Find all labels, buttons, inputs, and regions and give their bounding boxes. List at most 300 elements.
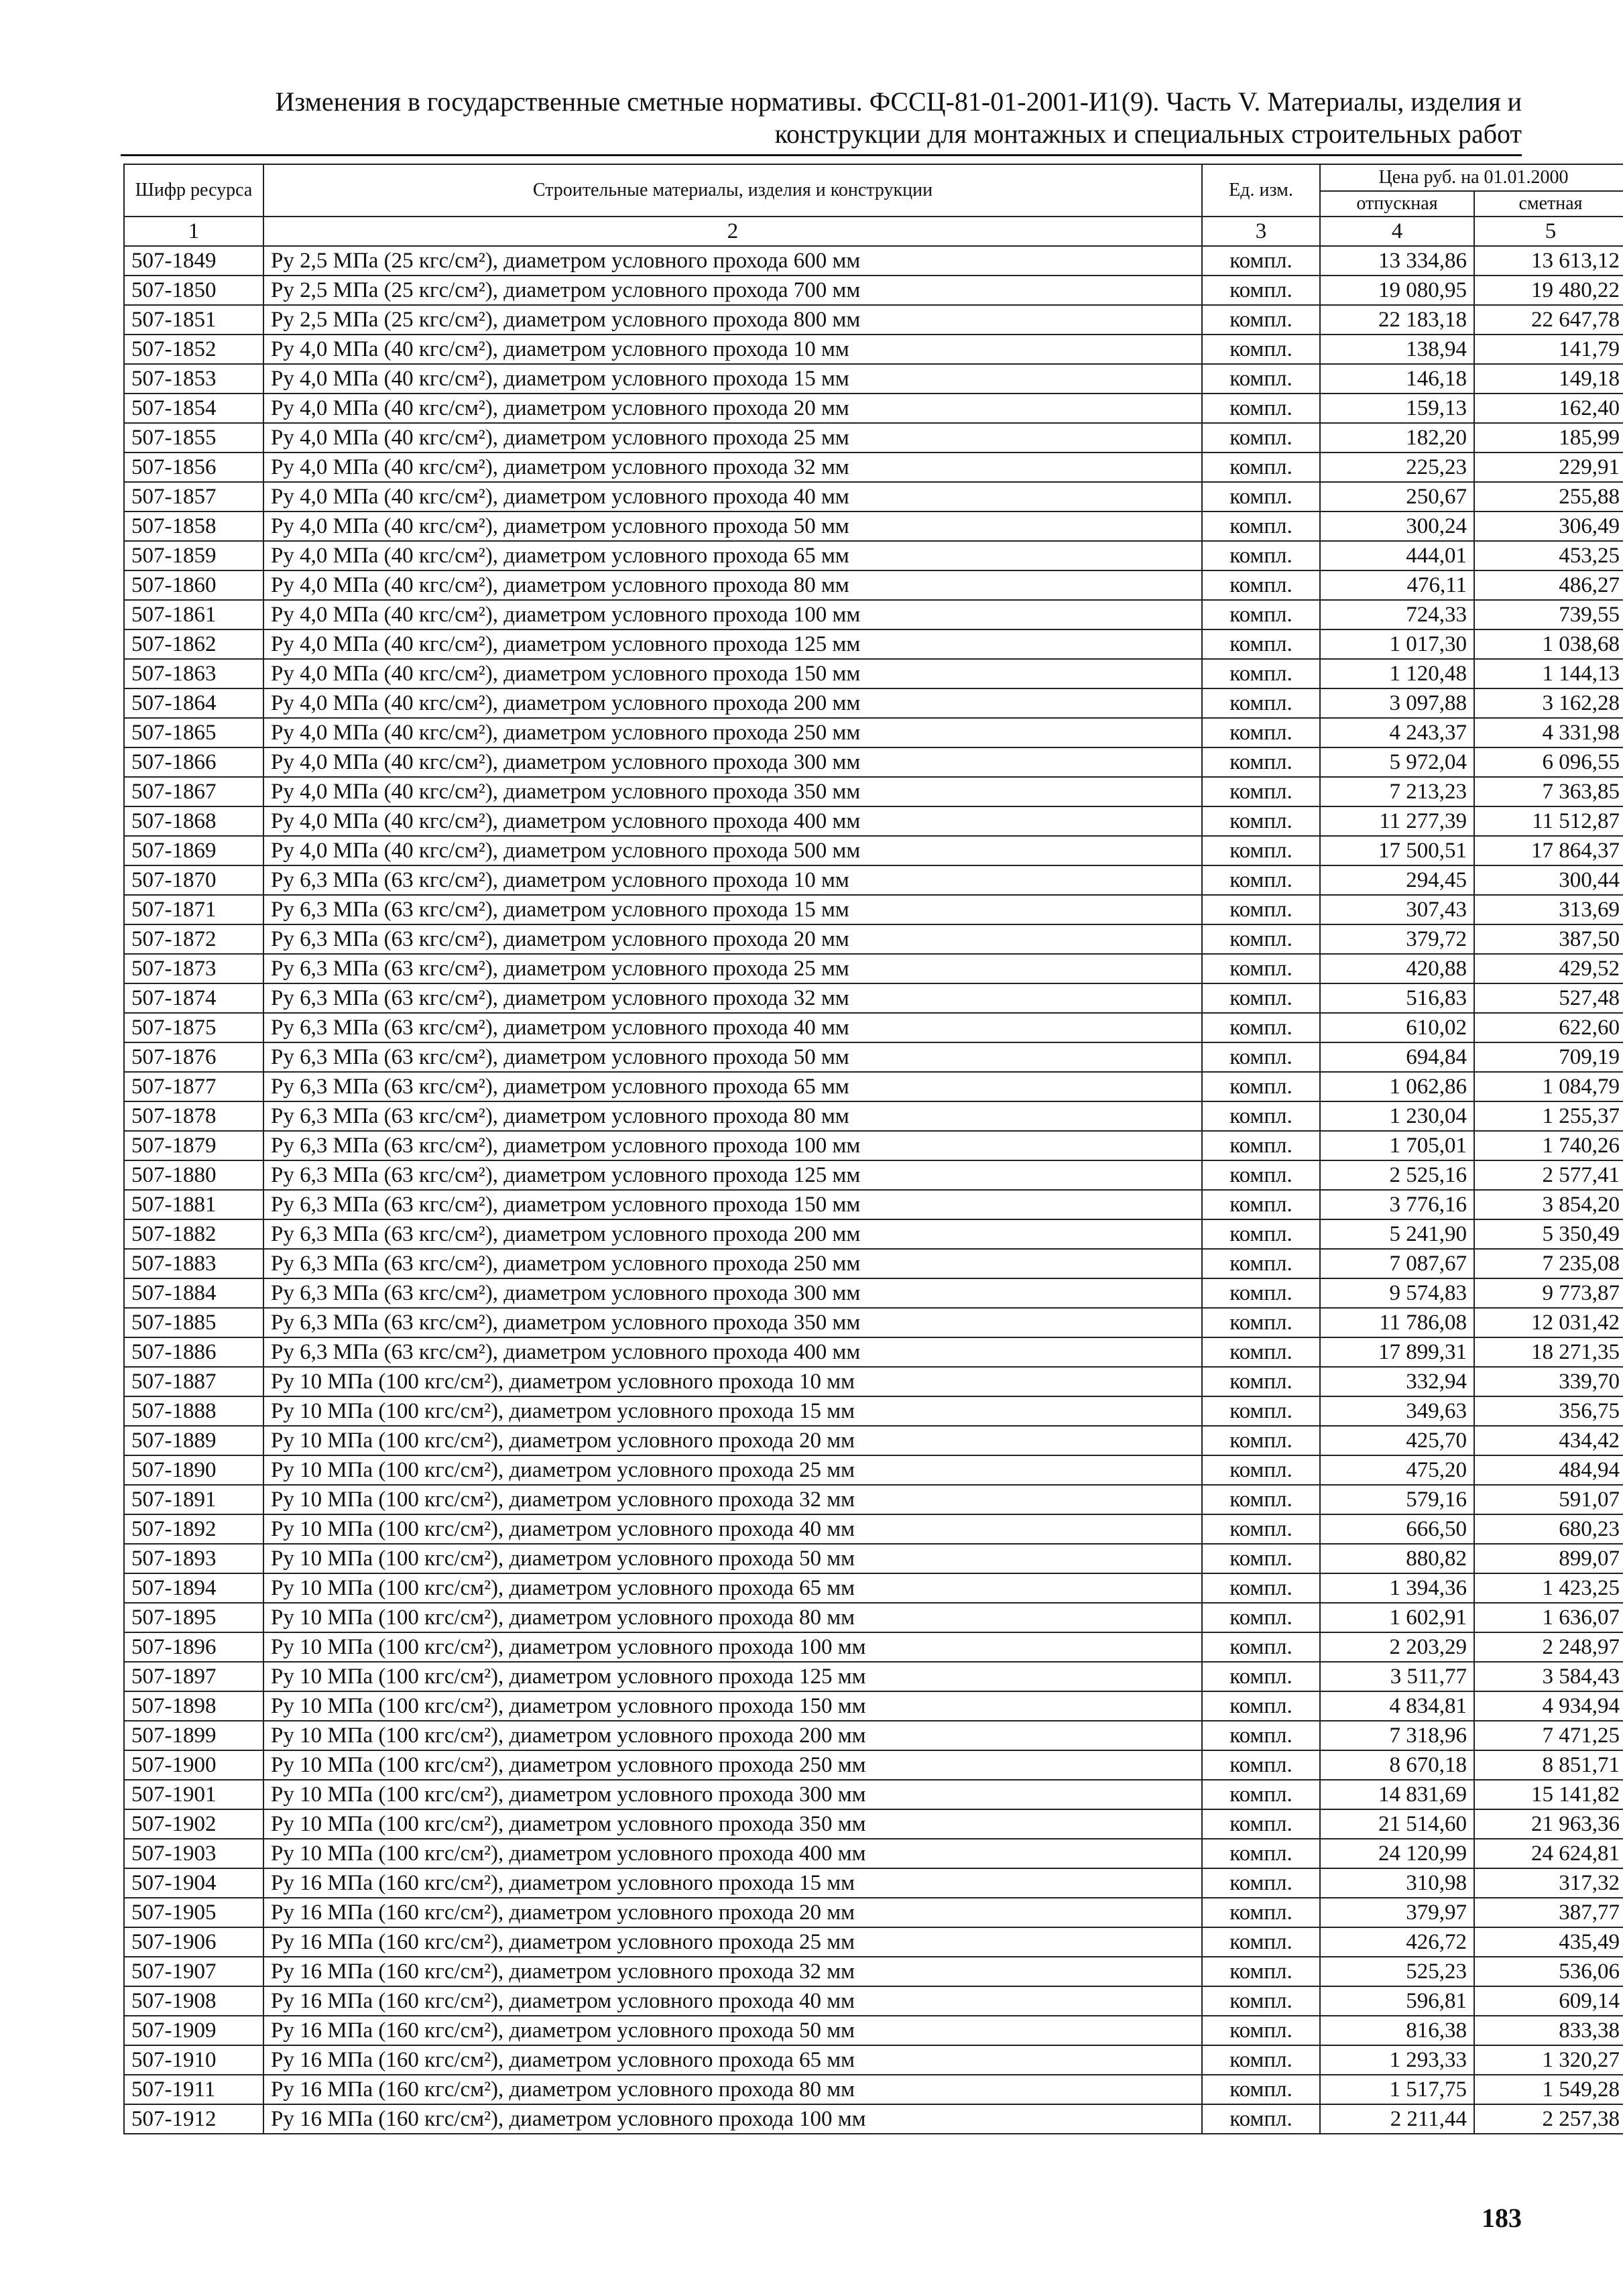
cell-name: Ру 10 МПа (100 кгс/см²), диаметром условного прохода 125 мм xyxy=(263,1662,1202,1691)
cell-unit: компл. xyxy=(1202,541,1320,570)
price-table xyxy=(123,164,1623,2134)
cell-release-price: 5 972,04 xyxy=(1320,747,1474,777)
cell-name: Ру 16 МПа (160 кгс/см²), диаметром условного прохода 100 мм xyxy=(263,2104,1202,2134)
table-row xyxy=(124,482,1623,511)
table-row xyxy=(124,1780,1623,1809)
cell-code: 507-1893 xyxy=(124,1544,263,1573)
cell-estimate-price: 2 248,97 xyxy=(1474,1632,1623,1662)
cell-estimate-price: 1 549,28 xyxy=(1474,2075,1623,2104)
cell-release-price: 666,50 xyxy=(1320,1514,1474,1544)
cell-unit: компл. xyxy=(1202,1957,1320,1986)
cell-name: Ру 10 МПа (100 кгс/см²), диаметром условного прохода 200 мм xyxy=(263,1721,1202,1750)
cell-release-price: 379,97 xyxy=(1320,1898,1474,1927)
cell-unit: компл. xyxy=(1202,423,1320,452)
cell-code: 507-1860 xyxy=(124,570,263,600)
table-row xyxy=(124,541,1623,570)
cell-code: 507-1894 xyxy=(124,1573,263,1603)
table-row xyxy=(124,1337,1623,1367)
table-row xyxy=(124,1219,1623,1249)
cell-estimate-price: 1 084,79 xyxy=(1474,1072,1623,1101)
cell-release-price: 7 087,67 xyxy=(1320,1249,1474,1278)
cell-estimate-price: 6 096,55 xyxy=(1474,747,1623,777)
table-row xyxy=(124,1632,1623,1662)
cell-unit: компл. xyxy=(1202,246,1320,276)
table-row xyxy=(124,1573,1623,1603)
cell-release-price: 425,70 xyxy=(1320,1426,1474,1455)
cell-name: Ру 4,0 МПа (40 кгс/см²), диаметром условного прохода 10 мм xyxy=(263,335,1202,364)
cell-release-price: 250,67 xyxy=(1320,482,1474,511)
cell-estimate-price: 317,32 xyxy=(1474,1868,1623,1898)
cell-unit: компл. xyxy=(1202,335,1320,364)
cell-estimate-price: 4 934,94 xyxy=(1474,1691,1623,1721)
cell-unit: компл. xyxy=(1202,1072,1320,1101)
cell-name: Ру 6,3 МПа (63 кгс/см²), диаметром условного прохода 20 мм xyxy=(263,924,1202,954)
header-line-2: конструкции для монтажных и специальных строительных работ xyxy=(774,119,1522,149)
table-row xyxy=(124,1455,1623,1485)
cell-release-price: 2 525,16 xyxy=(1320,1160,1474,1190)
cell-name: Ру 6,3 МПа (63 кгс/см²), диаметром условного прохода 25 мм xyxy=(263,954,1202,983)
table-row xyxy=(124,1986,1623,2016)
table-row xyxy=(124,1160,1623,1190)
cell-code: 507-1909 xyxy=(124,2016,263,2045)
table-row xyxy=(124,718,1623,747)
cell-code: 507-1878 xyxy=(124,1101,263,1131)
cell-estimate-price: 899,07 xyxy=(1474,1544,1623,1573)
cell-unit: компл. xyxy=(1202,1662,1320,1691)
table-row xyxy=(124,659,1623,688)
cell-unit: компл. xyxy=(1202,394,1320,423)
cell-estimate-price: 680,23 xyxy=(1474,1514,1623,1544)
cell-name: Ру 10 МПа (100 кгс/см²), диаметром условного прохода 15 мм xyxy=(263,1396,1202,1426)
cell-release-price: 182,20 xyxy=(1320,423,1474,452)
cell-name: Ру 4,0 МПа (40 кгс/см²), диаметром условного прохода 25 мм xyxy=(263,423,1202,452)
cell-unit: компл. xyxy=(1202,276,1320,305)
cell-unit: компл. xyxy=(1202,2045,1320,2075)
cell-estimate-price: 1 740,26 xyxy=(1474,1131,1623,1160)
cell-name: Ру 4,0 МПа (40 кгс/см²), диаметром условного прохода 15 мм xyxy=(263,364,1202,394)
cell-release-price: 3 097,88 xyxy=(1320,688,1474,718)
cell-code: 507-1857 xyxy=(124,482,263,511)
cell-code: 507-1855 xyxy=(124,423,263,452)
column-header-unit: Ед. изм. xyxy=(1202,164,1320,217)
table-row xyxy=(124,983,1623,1013)
column-header-code: Шифр ресурса xyxy=(124,164,263,217)
cell-name: Ру 10 МПа (100 кгс/см²), диаметром условного прохода 20 мм xyxy=(263,1426,1202,1455)
cell-unit: компл. xyxy=(1202,1514,1320,1544)
cell-code: 507-1868 xyxy=(124,806,263,836)
table-row xyxy=(124,335,1623,364)
cell-name: Ру 6,3 МПа (63 кгс/см²), диаметром условного прохода 150 мм xyxy=(263,1190,1202,1219)
cell-name: Ру 4,0 МПа (40 кгс/см²), диаметром условного прохода 300 мм xyxy=(263,747,1202,777)
table-row xyxy=(124,1868,1623,1898)
cell-estimate-price: 356,75 xyxy=(1474,1396,1623,1426)
table-row xyxy=(124,1839,1623,1868)
cell-release-price: 2 211,44 xyxy=(1320,2104,1474,2134)
cell-code: 507-1904 xyxy=(124,1868,263,1898)
cell-name: Ру 10 МПа (100 кгс/см²), диаметром условного прохода 10 мм xyxy=(263,1367,1202,1396)
cell-unit: компл. xyxy=(1202,1101,1320,1131)
table-row xyxy=(124,777,1623,806)
cell-release-price: 8 670,18 xyxy=(1320,1750,1474,1780)
cell-unit: компл. xyxy=(1202,1898,1320,1927)
table-row xyxy=(124,1013,1623,1042)
table-row xyxy=(124,1927,1623,1957)
cell-unit: компл. xyxy=(1202,1190,1320,1219)
cell-release-price: 3 511,77 xyxy=(1320,1662,1474,1691)
cell-estimate-price: 484,94 xyxy=(1474,1455,1623,1485)
cell-unit: компл. xyxy=(1202,1927,1320,1957)
table-row xyxy=(124,629,1623,659)
cell-release-price: 426,72 xyxy=(1320,1927,1474,1957)
cell-unit: компл. xyxy=(1202,1013,1320,1042)
cell-name: Ру 6,3 МПа (63 кгс/см²), диаметром условного прохода 65 мм xyxy=(263,1072,1202,1101)
table-row xyxy=(124,895,1623,924)
cell-unit: компл. xyxy=(1202,600,1320,629)
cell-code: 507-1856 xyxy=(124,452,263,482)
cell-unit: компл. xyxy=(1202,718,1320,747)
cell-unit: компл. xyxy=(1202,1396,1320,1426)
cell-code: 507-1883 xyxy=(124,1249,263,1278)
column-number: 1 xyxy=(124,217,263,246)
cell-estimate-price: 7 363,85 xyxy=(1474,777,1623,806)
table-row xyxy=(124,1308,1623,1337)
header-line-1: Изменения в государственные сметные нормативы. ФССЦ-81-01-2001-И1(9). Часть V. Материалы, изделия и xyxy=(275,86,1522,117)
cell-unit: компл. xyxy=(1202,1308,1320,1337)
cell-name: Ру 6,3 МПа (63 кгс/см²), диаметром условного прохода 100 мм xyxy=(263,1131,1202,1160)
cell-release-price: 11 786,08 xyxy=(1320,1308,1474,1337)
cell-estimate-price: 1 144,13 xyxy=(1474,659,1623,688)
cell-code: 507-1895 xyxy=(124,1603,263,1632)
cell-release-price: 9 574,83 xyxy=(1320,1278,1474,1308)
page-number: 183 xyxy=(1482,2203,1522,2233)
cell-release-price: 579,16 xyxy=(1320,1485,1474,1514)
cell-estimate-price: 1 255,37 xyxy=(1474,1101,1623,1131)
column-number: 2 xyxy=(263,217,1202,246)
cell-name: Ру 6,3 МПа (63 кгс/см²), диаметром условного прохода 80 мм xyxy=(263,1101,1202,1131)
cell-code: 507-1874 xyxy=(124,983,263,1013)
cell-code: 507-1900 xyxy=(124,1750,263,1780)
cell-unit: компл. xyxy=(1202,1160,1320,1190)
cell-unit: компл. xyxy=(1202,777,1320,806)
cell-release-price: 7 318,96 xyxy=(1320,1721,1474,1750)
cell-name: Ру 16 МПа (160 кгс/см²), диаметром условного прохода 20 мм xyxy=(263,1898,1202,1927)
cell-code: 507-1877 xyxy=(124,1072,263,1101)
cell-name: Ру 6,3 МПа (63 кгс/см²), диаметром условного прохода 400 мм xyxy=(263,1337,1202,1367)
cell-name: Ру 10 МПа (100 кгс/см²), диаметром условного прохода 300 мм xyxy=(263,1780,1202,1809)
cell-name: Ру 4,0 МПа (40 кгс/см²), диаметром условного прохода 250 мм xyxy=(263,718,1202,747)
cell-name: Ру 4,0 МПа (40 кгс/см²), диаметром условного прохода 200 мм xyxy=(263,688,1202,718)
cell-unit: компл. xyxy=(1202,865,1320,895)
column-header-release: отпускная xyxy=(1320,191,1474,217)
cell-code: 507-1870 xyxy=(124,865,263,895)
cell-unit: компл. xyxy=(1202,1131,1320,1160)
cell-name: Ру 4,0 МПа (40 кгс/см²), диаметром условного прохода 80 мм xyxy=(263,570,1202,600)
cell-release-price: 1 120,48 xyxy=(1320,659,1474,688)
cell-release-price: 724,33 xyxy=(1320,600,1474,629)
cell-release-price: 294,45 xyxy=(1320,865,1474,895)
cell-name: Ру 4,0 МПа (40 кгс/см²), диаметром условного прохода 500 мм xyxy=(263,836,1202,865)
cell-estimate-price: 3 584,43 xyxy=(1474,1662,1623,1691)
cell-code: 507-1849 xyxy=(124,246,263,276)
cell-code: 507-1850 xyxy=(124,276,263,305)
cell-estimate-price: 15 141,82 xyxy=(1474,1780,1623,1809)
cell-code: 507-1872 xyxy=(124,924,263,954)
column-header-name: Строительные материалы, изделия и конструкции xyxy=(263,164,1202,217)
cell-code: 507-1897 xyxy=(124,1662,263,1691)
cell-release-price: 880,82 xyxy=(1320,1544,1474,1573)
table-row xyxy=(124,1750,1623,1780)
cell-code: 507-1869 xyxy=(124,836,263,865)
cell-code: 507-1901 xyxy=(124,1780,263,1809)
cell-release-price: 1 517,75 xyxy=(1320,2075,1474,2104)
cell-unit: компл. xyxy=(1202,1278,1320,1308)
cell-name: Ру 10 МПа (100 кгс/см²), диаметром условного прохода 250 мм xyxy=(263,1750,1202,1780)
cell-unit: компл. xyxy=(1202,688,1320,718)
cell-code: 507-1871 xyxy=(124,895,263,924)
cell-unit: компл. xyxy=(1202,1986,1320,2016)
cell-unit: компл. xyxy=(1202,1249,1320,1278)
cell-unit: компл. xyxy=(1202,452,1320,482)
cell-unit: компл. xyxy=(1202,629,1320,659)
cell-release-price: 1 293,33 xyxy=(1320,2045,1474,2075)
cell-estimate-price: 13 613,12 xyxy=(1474,246,1623,276)
table-row xyxy=(124,1691,1623,1721)
cell-release-price: 475,20 xyxy=(1320,1455,1474,1485)
cell-release-price: 816,38 xyxy=(1320,2016,1474,2045)
cell-name: Ру 4,0 МПа (40 кгс/см²), диаметром условного прохода 400 мм xyxy=(263,806,1202,836)
cell-code: 507-1880 xyxy=(124,1160,263,1190)
cell-code: 507-1912 xyxy=(124,2104,263,2134)
table-row xyxy=(124,865,1623,895)
cell-code: 507-1884 xyxy=(124,1278,263,1308)
cell-release-price: 1 705,01 xyxy=(1320,1131,1474,1160)
cell-release-price: 24 120,99 xyxy=(1320,1839,1474,1868)
cell-estimate-price: 2 577,41 xyxy=(1474,1160,1623,1190)
cell-name: Ру 10 МПа (100 кгс/см²), диаметром условного прохода 50 мм xyxy=(263,1544,1202,1573)
cell-name: Ру 4,0 МПа (40 кгс/см²), диаметром условного прохода 150 мм xyxy=(263,659,1202,688)
table-row xyxy=(124,747,1623,777)
cell-unit: компл. xyxy=(1202,511,1320,541)
cell-release-price: 332,94 xyxy=(1320,1367,1474,1396)
cell-unit: компл. xyxy=(1202,305,1320,335)
cell-unit: компл. xyxy=(1202,364,1320,394)
cell-code: 507-1853 xyxy=(124,364,263,394)
cell-code: 507-1859 xyxy=(124,541,263,570)
cell-unit: компл. xyxy=(1202,2075,1320,2104)
cell-code: 507-1892 xyxy=(124,1514,263,1544)
cell-estimate-price: 21 963,36 xyxy=(1474,1809,1623,1839)
cell-release-price: 11 277,39 xyxy=(1320,806,1474,836)
table-row xyxy=(124,1485,1623,1514)
cell-estimate-price: 527,48 xyxy=(1474,983,1623,1013)
cell-code: 507-1854 xyxy=(124,394,263,423)
cell-name: Ру 4,0 МПа (40 кгс/см²), диаметром условного прохода 40 мм xyxy=(263,482,1202,511)
table-row xyxy=(124,394,1623,423)
cell-estimate-price: 162,40 xyxy=(1474,394,1623,423)
table-row xyxy=(124,1426,1623,1455)
cell-name: Ру 4,0 МПа (40 кгс/см²), диаметром условного прохода 100 мм xyxy=(263,600,1202,629)
column-numbers-row xyxy=(124,217,1623,246)
cell-release-price: 1 062,86 xyxy=(1320,1072,1474,1101)
cell-code: 507-1888 xyxy=(124,1396,263,1426)
cell-estimate-price: 1 636,07 xyxy=(1474,1603,1623,1632)
cell-name: Ру 16 МПа (160 кгс/см²), диаметром условного прохода 40 мм xyxy=(263,1986,1202,2016)
table-row xyxy=(124,2016,1623,2045)
cell-code: 507-1876 xyxy=(124,1042,263,1072)
cell-name: Ру 2,5 МПа (25 кгс/см²), диаметром условного прохода 700 мм xyxy=(263,276,1202,305)
cell-estimate-price: 434,42 xyxy=(1474,1426,1623,1455)
cell-release-price: 7 213,23 xyxy=(1320,777,1474,806)
cell-estimate-price: 141,79 xyxy=(1474,335,1623,364)
cell-estimate-price: 255,88 xyxy=(1474,482,1623,511)
cell-release-price: 300,24 xyxy=(1320,511,1474,541)
cell-estimate-price: 2 257,38 xyxy=(1474,2104,1623,2134)
table-row xyxy=(124,2075,1623,2104)
cell-code: 507-1890 xyxy=(124,1455,263,1485)
cell-estimate-price: 24 624,81 xyxy=(1474,1839,1623,1868)
cell-unit: компл. xyxy=(1202,806,1320,836)
table-row xyxy=(124,1367,1623,1396)
cell-unit: компл. xyxy=(1202,1780,1320,1809)
cell-release-price: 1 017,30 xyxy=(1320,629,1474,659)
cell-unit: компл. xyxy=(1202,1839,1320,1868)
cell-name: Ру 4,0 МПа (40 кгс/см²), диаметром условного прохода 65 мм xyxy=(263,541,1202,570)
cell-estimate-price: 486,27 xyxy=(1474,570,1623,600)
cell-estimate-price: 185,99 xyxy=(1474,423,1623,452)
cell-name: Ру 6,3 МПа (63 кгс/см²), диаметром условного прохода 200 мм xyxy=(263,1219,1202,1249)
cell-release-price: 516,83 xyxy=(1320,983,1474,1013)
cell-name: Ру 2,5 МПа (25 кгс/см²), диаметром условного прохода 600 мм xyxy=(263,246,1202,276)
table-row xyxy=(124,246,1623,276)
cell-release-price: 476,11 xyxy=(1320,570,1474,600)
cell-release-price: 1 394,36 xyxy=(1320,1573,1474,1603)
table-row xyxy=(124,423,1623,452)
cell-unit: компл. xyxy=(1202,747,1320,777)
cell-estimate-price: 9 773,87 xyxy=(1474,1278,1623,1308)
cell-estimate-price: 739,55 xyxy=(1474,600,1623,629)
table-row xyxy=(124,836,1623,865)
cell-name: Ру 10 МПа (100 кгс/см²), диаметром условного прохода 150 мм xyxy=(263,1691,1202,1721)
cell-unit: компл. xyxy=(1202,924,1320,954)
table-row xyxy=(124,1898,1623,1927)
cell-estimate-price: 3 854,20 xyxy=(1474,1190,1623,1219)
cell-name: Ру 6,3 МПа (63 кгс/см²), диаметром условного прохода 10 мм xyxy=(263,865,1202,895)
cell-name: Ру 4,0 МПа (40 кгс/см²), диаметром условного прохода 20 мм xyxy=(263,394,1202,423)
table-row xyxy=(124,1514,1623,1544)
cell-code: 507-1864 xyxy=(124,688,263,718)
cell-unit: компл. xyxy=(1202,1042,1320,1072)
cell-unit: компл. xyxy=(1202,1809,1320,1839)
column-number: 3 xyxy=(1202,217,1320,246)
cell-name: Ру 10 МПа (100 кгс/см²), диаметром условного прохода 65 мм xyxy=(263,1573,1202,1603)
cell-name: Ру 10 МПа (100 кгс/см²), диаметром условного прохода 100 мм xyxy=(263,1632,1202,1662)
cell-name: Ру 16 МПа (160 кгс/см²), диаметром условного прохода 15 мм xyxy=(263,1868,1202,1898)
cell-code: 507-1911 xyxy=(124,2075,263,2104)
cell-code: 507-1879 xyxy=(124,1131,263,1160)
cell-release-price: 17 500,51 xyxy=(1320,836,1474,865)
table-row xyxy=(124,511,1623,541)
cell-release-price: 146,18 xyxy=(1320,364,1474,394)
cell-estimate-price: 429,52 xyxy=(1474,954,1623,983)
table-row xyxy=(124,1131,1623,1160)
cell-unit: компл. xyxy=(1202,570,1320,600)
cell-estimate-price: 149,18 xyxy=(1474,364,1623,394)
cell-estimate-price: 4 331,98 xyxy=(1474,718,1623,747)
table-row xyxy=(124,806,1623,836)
cell-estimate-price: 591,07 xyxy=(1474,1485,1623,1514)
cell-unit: компл. xyxy=(1202,983,1320,1013)
table-row xyxy=(124,1278,1623,1308)
cell-release-price: 138,94 xyxy=(1320,335,1474,364)
cell-unit: компл. xyxy=(1202,836,1320,865)
cell-unit: компл. xyxy=(1202,1367,1320,1396)
table-row xyxy=(124,570,1623,600)
cell-name: Ру 4,0 МПа (40 кгс/см²), диаметром условного прохода 350 мм xyxy=(263,777,1202,806)
table-row xyxy=(124,954,1623,983)
table-row xyxy=(124,364,1623,394)
cell-release-price: 307,43 xyxy=(1320,895,1474,924)
cell-name: Ру 6,3 МПа (63 кгс/см²), диаметром условного прохода 32 мм xyxy=(263,983,1202,1013)
cell-estimate-price: 1 423,25 xyxy=(1474,1573,1623,1603)
cell-unit: компл. xyxy=(1202,1337,1320,1367)
cell-estimate-price: 17 864,37 xyxy=(1474,836,1623,865)
cell-estimate-price: 229,91 xyxy=(1474,452,1623,482)
cell-release-price: 14 831,69 xyxy=(1320,1780,1474,1809)
cell-estimate-price: 306,49 xyxy=(1474,511,1623,541)
cell-name: Ру 16 МПа (160 кгс/см²), диаметром условного прохода 50 мм xyxy=(263,2016,1202,2045)
cell-name: Ру 16 МПа (160 кгс/см²), диаметром условного прохода 80 мм xyxy=(263,2075,1202,2104)
cell-name: Ру 10 МПа (100 кгс/см²), диаметром условного прохода 350 мм xyxy=(263,1809,1202,1839)
cell-name: Ру 6,3 МПа (63 кгс/см²), диаметром условного прохода 350 мм xyxy=(263,1308,1202,1337)
cell-release-price: 4 834,81 xyxy=(1320,1691,1474,1721)
cell-unit: компл. xyxy=(1202,1721,1320,1750)
cell-estimate-price: 453,25 xyxy=(1474,541,1623,570)
table-row xyxy=(124,305,1623,335)
cell-code: 507-1905 xyxy=(124,1898,263,1927)
cell-unit: компл. xyxy=(1202,2104,1320,2134)
table-row xyxy=(124,1101,1623,1131)
cell-unit: компл. xyxy=(1202,659,1320,688)
cell-name: Ру 6,3 МПа (63 кгс/см²), диаметром условного прохода 125 мм xyxy=(263,1160,1202,1190)
cell-name: Ру 2,5 МПа (25 кгс/см²), диаметром условного прохода 800 мм xyxy=(263,305,1202,335)
cell-name: Ру 6,3 МПа (63 кгс/см²), диаметром условного прохода 300 мм xyxy=(263,1278,1202,1308)
cell-code: 507-1891 xyxy=(124,1485,263,1514)
cell-estimate-price: 300,44 xyxy=(1474,865,1623,895)
cell-estimate-price: 19 480,22 xyxy=(1474,276,1623,305)
cell-release-price: 3 776,16 xyxy=(1320,1190,1474,1219)
cell-name: Ру 10 МПа (100 кгс/см²), диаметром условного прохода 25 мм xyxy=(263,1455,1202,1485)
cell-estimate-price: 3 162,28 xyxy=(1474,688,1623,718)
cell-release-price: 159,13 xyxy=(1320,394,1474,423)
cell-release-price: 4 243,37 xyxy=(1320,718,1474,747)
cell-estimate-price: 5 350,49 xyxy=(1474,1219,1623,1249)
cell-release-price: 225,23 xyxy=(1320,452,1474,482)
cell-code: 507-1885 xyxy=(124,1308,263,1337)
cell-estimate-price: 387,50 xyxy=(1474,924,1623,954)
cell-estimate-price: 1 320,27 xyxy=(1474,2045,1623,2075)
cell-release-price: 420,88 xyxy=(1320,954,1474,983)
cell-estimate-price: 709,19 xyxy=(1474,1042,1623,1072)
header-divider xyxy=(121,154,1522,156)
cell-estimate-price: 12 031,42 xyxy=(1474,1308,1623,1337)
cell-release-price: 1 602,91 xyxy=(1320,1603,1474,1632)
cell-name: Ру 6,3 МПа (63 кгс/см²), диаметром условного прохода 15 мм xyxy=(263,895,1202,924)
table-row xyxy=(124,2104,1623,2134)
cell-release-price: 2 203,29 xyxy=(1320,1632,1474,1662)
cell-name: Ру 10 МПа (100 кгс/см²), диаметром условного прохода 32 мм xyxy=(263,1485,1202,1514)
column-number: 5 xyxy=(1474,217,1623,246)
cell-code: 507-1862 xyxy=(124,629,263,659)
